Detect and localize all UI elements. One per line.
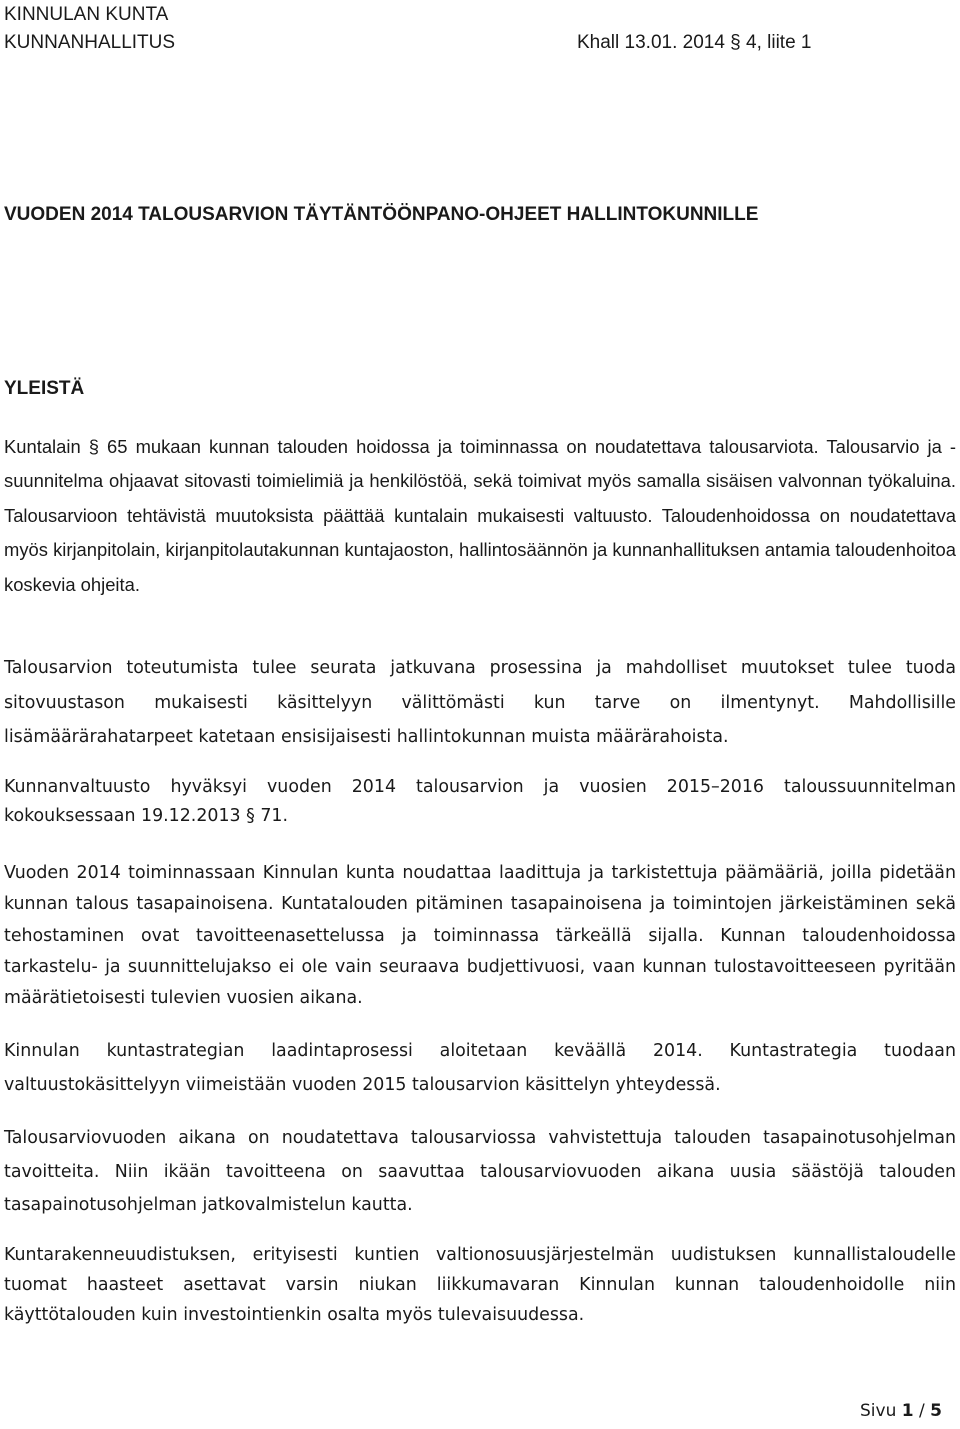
page-label: Sivu [860, 1401, 897, 1421]
section-heading: YLEISTÄ [4, 378, 85, 399]
page-total: 5 [930, 1401, 942, 1421]
organization-name: KINNULAN KUNTA [4, 4, 169, 25]
page-current: 1 [901, 1401, 914, 1421]
paragraph-strategy: Kinnulan kuntastrategian laadintaprosessi aloitetaan keväällä 2014. Kuntastrategia tuodaan valtuustokäsittelyyn viimeistään vuoden 2015 talousarvion käsittelyn yhteydessä. [4, 1041, 956, 1095]
board-name: KUNNANHALLITUS [4, 32, 176, 53]
paragraph-structural-reform: Kuntarakenneuudistuksen, erityisesti kuntien valtionosuusjärjestelmän uudistuksen kunnallistaloudelle tuomat haasteet asettavat varsin niukan liikkumavaran Kinnulan kunnan taloudenhoidolle niin käyttötalouden kuin investointienkin osalta myös tulevaisuudessa. [4, 1245, 956, 1325]
meeting-reference: Khall 13.01. 2014 § 4, liite 1 [577, 32, 812, 53]
page-separator: / [919, 1401, 925, 1421]
page-number [860, 1401, 942, 1421]
paragraph-council-approval: Kunnanvaltuusto hyväksyi vuoden 2014 talousarvion ja vuosien 2015–2016 taloussuunnitelman kokouksessaan 19.12.2013 § 71. [4, 777, 956, 826]
document-title: VUODEN 2014 TALOUSARVION TÄYTÄNTÖÖNPANO-OHJEET HALLINTOKUNNILLE [4, 204, 759, 225]
paragraph-financial-goals: Vuoden 2014 toiminnassaan Kinnulan kunta noudattaa laadittuja ja tarkistettuja päämääriä, joilla pidetään kunnan talous tasapainoisena. Kuntatalouden pitäminen tasapainoisena ja toimintojen järkeistäminen sekä tehostaminen ovat tavoitteenasettelussa ja toiminnassa tärkeällä sijalla. Kunnan taloudenhoidossa tarkastelu- ja suunnittelujakso ei ole vain seuraava budjettivuosi, vaan kunnan tulostavoitteeseen pyritään määrätietoisesti tulevien vuosien aikana. [4, 863, 956, 1009]
paragraph-general: Kuntalain § 65 mukaan kunnan talouden hoidossa ja toiminnassa on noudatettava talousarviota. Talousarvio ja -suunnitelma ohjaavat sitovasti toimielimiä ja henkilöstöä, sekä toimivat myös samalla sisäisen valvonnan työkaluina. Talousarvioon tehtävistä muutoksista päättää kuntalain mukaisesti valtuusto. Taloudenhoidossa on noudatettava myös kirjanpitolain, kirjanpitolautakunnan kuntajaoston, hallintosäännön ja kunnanhallituksen antamia taloudenhoitoa koskevia ohjeita. [4, 436, 956, 595]
paragraph-balancing-program: Talousarviovuoden aikana on noudatettava talousarviossa vahvistettuja talouden tasapainotusohjelman tavoitteita. Niin ikään tavoitteena on saavuttaa talousarviovuoden aikana uusia säästöjä talouden tasapainotusohjelman jatkovalmistelun kautta. [4, 1128, 956, 1215]
paragraph-budget-monitoring: Talousarvion toteutumista tulee seurata jatkuvana prosessina ja mahdolliset muutokset tulee tuoda sitovuustason mukaisesti käsittelyyn välittömästi kun tarve on ilmentynyt. Mahdollisille lisämäärärahatarpeet katetaan ensisijaisesti hallintokunnan muista määrärahoista. [4, 658, 956, 748]
